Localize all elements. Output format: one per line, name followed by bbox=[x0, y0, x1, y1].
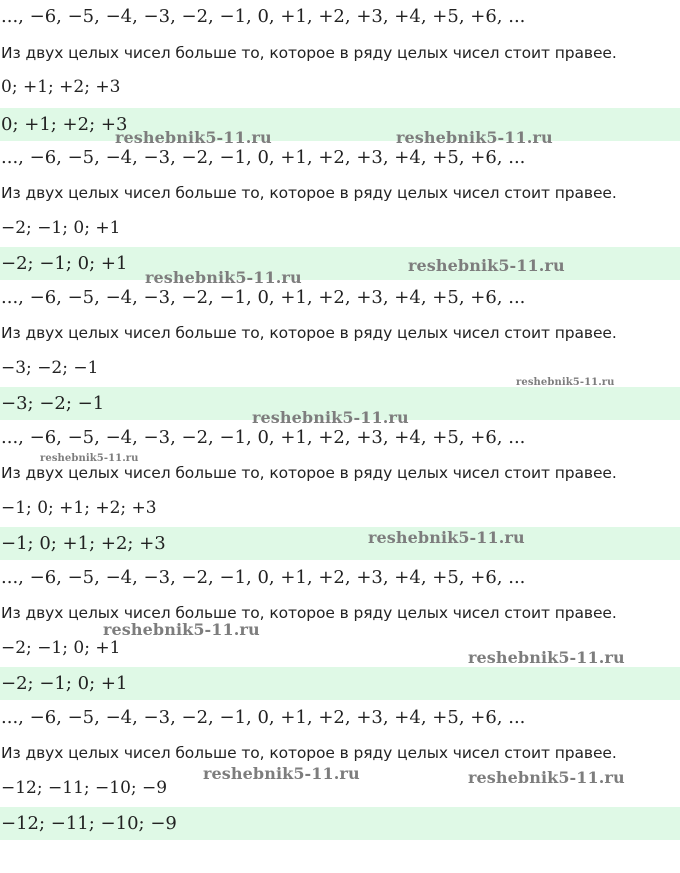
watermark: reshebnik5-11.ru bbox=[115, 128, 272, 147]
watermark: reshebnik5-11.ru bbox=[103, 620, 260, 639]
watermark: reshebnik5-11.ru bbox=[40, 453, 139, 464]
answer-row: −2; −1; 0; +1 bbox=[0, 247, 680, 280]
integer-sequence: ..., −6, −5, −4, −3, −2, −1, 0, +1, +2, +3, +4, +5, +6, ... bbox=[1, 6, 526, 27]
comparison-rule: Из двух целых чисел больше то, которое в ряду целых чисел стоит правее. bbox=[1, 324, 617, 342]
watermark: reshebnik5-11.ru bbox=[408, 256, 565, 275]
integer-sequence: ..., −6, −5, −4, −3, −2, −1, 0, +1, +2, +3, +4, +5, +6, ... bbox=[1, 287, 526, 308]
watermark: reshebnik5-11.ru bbox=[396, 128, 553, 147]
task-expression: −12; −11; −10; −9 bbox=[1, 778, 168, 798]
watermark: reshebnik5-11.ru bbox=[468, 648, 625, 667]
comparison-rule: Из двух целых чисел больше то, которое в ряду целых чисел стоит правее. bbox=[1, 184, 617, 202]
task-expression: −2; −1; 0; +1 bbox=[1, 218, 121, 238]
comparison-rule: Из двух целых чисел больше то, которое в ряду целых чисел стоит правее. bbox=[1, 604, 617, 622]
watermark: reshebnik5-11.ru bbox=[516, 377, 615, 388]
watermark: reshebnik5-11.ru bbox=[468, 768, 625, 787]
comparison-rule: Из двух целых чисел больше то, которое в ряду целых чисел стоит правее. bbox=[1, 464, 617, 482]
integer-sequence: ..., −6, −5, −4, −3, −2, −1, 0, +1, +2, +3, +4, +5, +6, ... bbox=[1, 147, 526, 168]
comparison-rule: Из двух целых чисел больше то, которое в ряду целых чисел стоит правее. bbox=[1, 44, 617, 62]
task-expression: −3; −2; −1 bbox=[1, 358, 99, 378]
watermark: reshebnik5-11.ru bbox=[368, 528, 525, 547]
watermark: reshebnik5-11.ru bbox=[145, 268, 302, 287]
integer-sequence: ..., −6, −5, −4, −3, −2, −1, 0, +1, +2, +3, +4, +5, +6, ... bbox=[1, 567, 526, 588]
answer-row: −2; −1; 0; +1 bbox=[0, 667, 680, 700]
task-expression: −1; 0; +1; +2; +3 bbox=[1, 498, 157, 518]
answer-row: −1; 0; +1; +2; +3 bbox=[0, 527, 680, 560]
comparison-rule: Из двух целых чисел больше то, которое в ряду целых чисел стоит правее. bbox=[1, 744, 617, 762]
watermark: reshebnik5-11.ru bbox=[252, 408, 409, 427]
integer-sequence: ..., −6, −5, −4, −3, −2, −1, 0, +1, +2, +3, +4, +5, +6, ... bbox=[1, 427, 526, 448]
task-expression: 0; +1; +2; +3 bbox=[1, 77, 121, 97]
answer-row: 0; +1; +2; +3 bbox=[0, 108, 680, 141]
answer-row: −12; −11; −10; −9 bbox=[0, 807, 680, 840]
task-expression: −2; −1; 0; +1 bbox=[1, 638, 121, 658]
answer-row: −3; −2; −1 bbox=[0, 387, 680, 420]
watermark: reshebnik5-11.ru bbox=[203, 764, 360, 783]
integer-sequence: ..., −6, −5, −4, −3, −2, −1, 0, +1, +2, +3, +4, +5, +6, ... bbox=[1, 707, 526, 728]
